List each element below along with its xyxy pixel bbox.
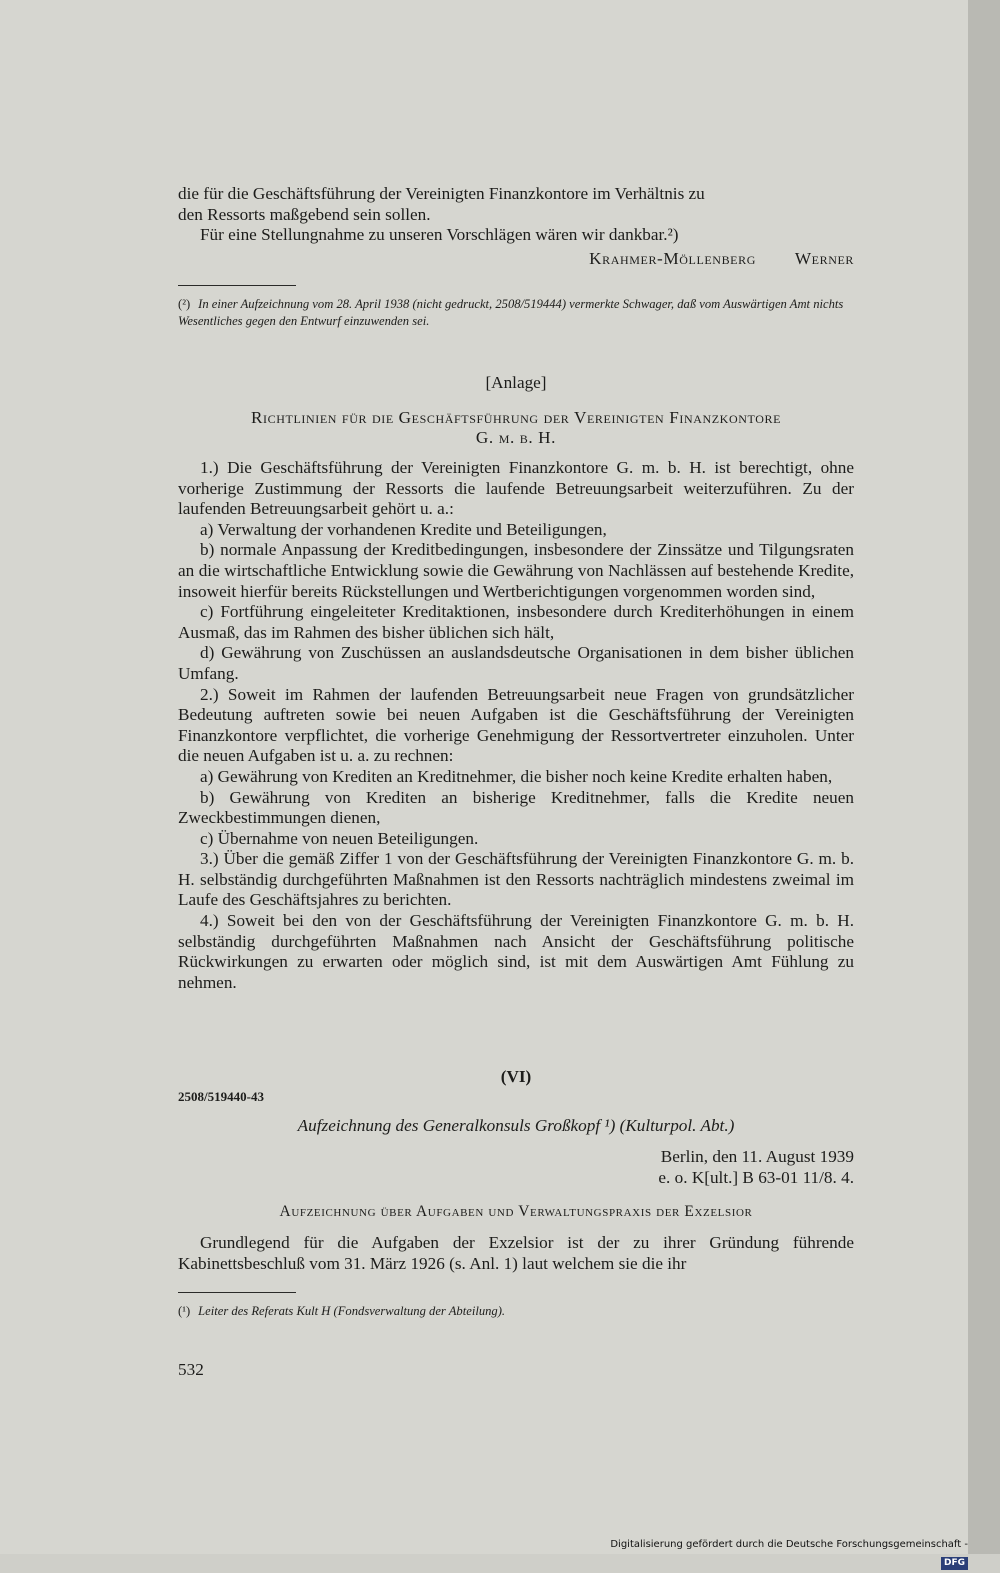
record-title: Aufzeichnung über Aufgaben und Verwaltungspraxis der Exzelsior xyxy=(279,1203,753,1221)
file-reference: e. o. K[ult.] B 63-01 11/8. 4. xyxy=(658,1167,854,1187)
anlage-title-line2: G. m. b. H. xyxy=(475,428,557,448)
digitization-footer xyxy=(600,1535,968,1568)
signatures: Krahmer-Möllenberg Werner xyxy=(589,248,854,268)
item-1d: d) Gewährung von Zuschüssen an auslandsdeutsche Organisationen in dem bisher üblichen Umfang. xyxy=(178,643,854,683)
page-number-block xyxy=(178,1360,854,1381)
item-2a: a) Gewährung von Krediten an Kreditnehmer, die bisher noch keine Kredite erhalten haben, xyxy=(200,766,833,786)
paragraph-2: 2.) Soweit im Rahmen der laufenden Betreuungsarbeit neue Fragen von grundsätzlicher Bedeutung auftreten sowie bei neuen Aufgaben ist die Geschäftsführung der Vereinigten Finanzkontore verpflichtet, die vorherige Genehmigung der Ressortvertreter einzuholen. Unter die neuen Aufgaben ist u. a. zu rechnen: xyxy=(178,684,854,766)
archive-reference: 2508/519440-43 xyxy=(178,1088,264,1104)
text-line: Für eine Stellungnahme zu unseren Vorschlägen wären wir dankbar.²) xyxy=(200,225,679,245)
item-2c: c) Übernahme von neuen Beteiligungen. xyxy=(200,828,479,848)
footer-text: Digitalisierung gefördert durch die Deutsche Forschungsgemeinschaft - xyxy=(610,1539,968,1550)
footnote-text: In einer Aufzeichnung vom 28. April 1938 (nicht gedruckt, 2508/519444) vermerkte Schwager, daß vom Auswärtigen Amt nichts Wesentliches gegen den Entwurf einzuwenden sei. xyxy=(178,297,844,328)
scan-margin xyxy=(968,0,1000,1554)
place-date: Berlin, den 11. August 1939 xyxy=(660,1147,854,1167)
section-vi xyxy=(178,1067,854,1274)
text-line: den Ressorts maßgebend sein sollen. xyxy=(178,204,431,224)
section-heading: Aufzeichnung des Generalkonsuls Großkopf ¹) (Kulturpol. Abt.) xyxy=(297,1115,735,1135)
footnote-2 xyxy=(178,296,854,329)
item-1b: b) normale Anpassung der Kreditbedingungen, insbesondere der Zinssätze und Tilgungsraten an die wirtschaftliche Entwicklung sowie die Gewährung von Nachlässen auf bestehende Kredite, insoweit hierfür bereits Rückstellungen und Wertberichtigungen vorgenommen worden sind, xyxy=(178,540,854,601)
footnote-rule xyxy=(178,1292,296,1293)
footnote-mark: (¹) xyxy=(178,1304,191,1318)
footnote-mark: (²) xyxy=(178,297,191,311)
paragraph-4: 4.) Soweit bei den von der Geschäftsführung der Vereinigten Finanzkontore G. m. b. H. selbständig durchgeführten Maßnahmen nach Ansicht der Geschäftsführung politische Rückwirkungen zu erwarten oder möglich sind, ist mit dem Auswärtigen Amt Fühlung zu nehmen. xyxy=(178,911,854,992)
anlage-label: [Anlage] xyxy=(485,373,547,392)
paragraph-1: 1.) Die Geschäftsführung der Vereinigten Finanzkontore G. m. b. H. ist berechtigt, ohne vorherige Zustimmung der Ressorts die laufende Betreuungsarbeit weiterzuführen. Zu der laufenden Betreuungsarbeit gehört u. a.: xyxy=(178,458,854,519)
footnote-rule xyxy=(178,285,296,286)
dfg-logo: DFG xyxy=(941,1557,968,1570)
page-number: 532 xyxy=(178,1360,204,1379)
paragraph-3: 3.) Über die gemäß Ziffer 1 von der Geschäftsführung der Vereinigten Finanzkontore G. m. b. H. selbständig durchgeführten Maßnahmen ist den Ressorts nachträglich mindestens zweimal im Laufe des Geschäftsjahres zu berichten. xyxy=(178,849,854,910)
section-numeral: (VI) xyxy=(500,1067,532,1086)
footnote-text: Leiter des Referats Kult H (Fondsverwaltung der Abteilung). xyxy=(198,1304,506,1318)
item-2b: b) Gewährung von Krediten an bisherige Kreditnehmer, falls die Kredite neuen Zweckbestimmungen dienen, xyxy=(178,787,854,828)
anlage-heading xyxy=(178,373,854,449)
closing-paragraph xyxy=(178,184,854,269)
item-1c: c) Fortführung eingeleiteter Kreditaktionen, insbesondere durch Krediterhöhungen in einem Ausmaß, das im Rahmen des bisher üblichen sich hält, xyxy=(178,602,854,642)
text-line: die für die Geschäftsführung der Vereinigten Finanzkontore im Verhältnis zu xyxy=(178,184,705,203)
guidelines-body xyxy=(178,458,854,993)
anlage-title-line1: Richtlinien für die Geschäftsführung der Vereinigten Finanzkontore xyxy=(250,407,781,427)
footnote-1 xyxy=(178,1303,854,1320)
item-1a: a) Verwaltung der vorhandenen Kredite und Beteiligungen, xyxy=(200,519,607,539)
record-text: Grundlegend für die Aufgaben der Exzelsior ist der zu ihrer Gründung führende Kabinettsbeschluß vom 31. März 1926 (s. Anl. 1) laut welchem sie die ihr xyxy=(178,1232,854,1273)
